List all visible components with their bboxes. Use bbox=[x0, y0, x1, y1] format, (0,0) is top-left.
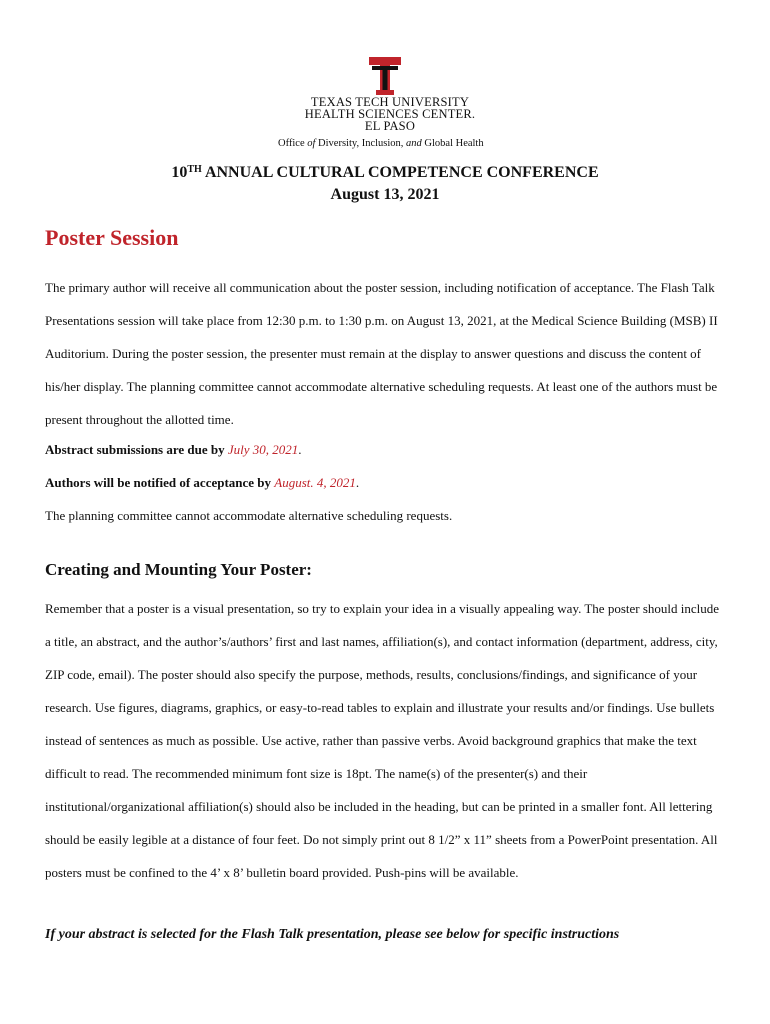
planning-note: The planning committee cannot accommodate alternative scheduling requests. bbox=[45, 508, 453, 523]
institution-line-1: TEXAS TECH UNIVERSITY bbox=[310, 95, 470, 109]
abstract-due-line: Abstract submissions are due by July 30, 2021. bbox=[45, 442, 302, 457]
notification-line: Authors will be notified of acceptance by August. 4, 2021. bbox=[45, 475, 360, 490]
creating-poster-heading: Creating and Mounting Your Poster: bbox=[45, 560, 312, 579]
creating-poster-body: Remember that a poster is a visual presentation, so try to explain your idea in a visually appealing way. The poster should include a title, an abstract, and the author’s/authors’ first and last names, affiliation(s), and contact information (department, address, city, ZIP code, email). The poster should also specify the purpose, methods, results, conclusions/findings, and significance of your research. Use figures, diagrams, graphics, or easy-to-read tables to explain and illustrate your results and/or findings. Use bullets instead of sentences as much as possible. Use active, rather than passive verbs. Avoid background graphics that make the text difficult to read. The recommended minimum font size is 18pt. The name(s) of the presenter(s) and their institutional/organizational affiliation(s) should also be included in the heading, but can be printed in a smaller font. All lettering should be easily legible at a distance of four feet. Do not simply print out 8 1/2” x 11” sheets from a PowerPoint presentation. All posters must be confined to the 4’ x 8’ bulletin board provided. Push-pins will be available. bbox=[45, 601, 720, 880]
conference-title: 10TH ANNUAL CULTURAL COMPETENCE CONFERENCE bbox=[171, 164, 599, 181]
institution-line-3: EL PASO bbox=[364, 119, 416, 133]
poster-session-heading: Poster Session bbox=[45, 225, 179, 250]
flash-talk-note: If your abstract is selected for the Flash Talk presentation, please see below for specific instructions bbox=[45, 927, 620, 942]
institution-line-2: HEALTH SCIENCES CENTER. bbox=[304, 107, 476, 121]
conference-date: August 13, 2021 bbox=[330, 186, 440, 203]
office-name: Office of Diversity, Inclusion, and Global Health bbox=[278, 138, 484, 149]
double-t-logo-icon bbox=[368, 56, 402, 96]
notification-date: August. 4, 2021 bbox=[274, 475, 356, 490]
abstract-due-date: July 30, 2021 bbox=[227, 442, 299, 457]
poster-session-intro: The primary author will receive all communication about the poster session, including notification of acceptance. The Flash Talk Presentations session will take place from 12:30 p.m. to 1:30 p.m. on August 13, 2021, at the Medical Science Building (MSB) II Auditorium. During the poster session, the presenter must remain at the display to answer questions and discuss the content of his/her display. The planning committee cannot accommodate alternative scheduling requests. At least one of the authors must be present throughout the allotted time. bbox=[45, 280, 718, 427]
institution-name bbox=[275, 96, 505, 132]
